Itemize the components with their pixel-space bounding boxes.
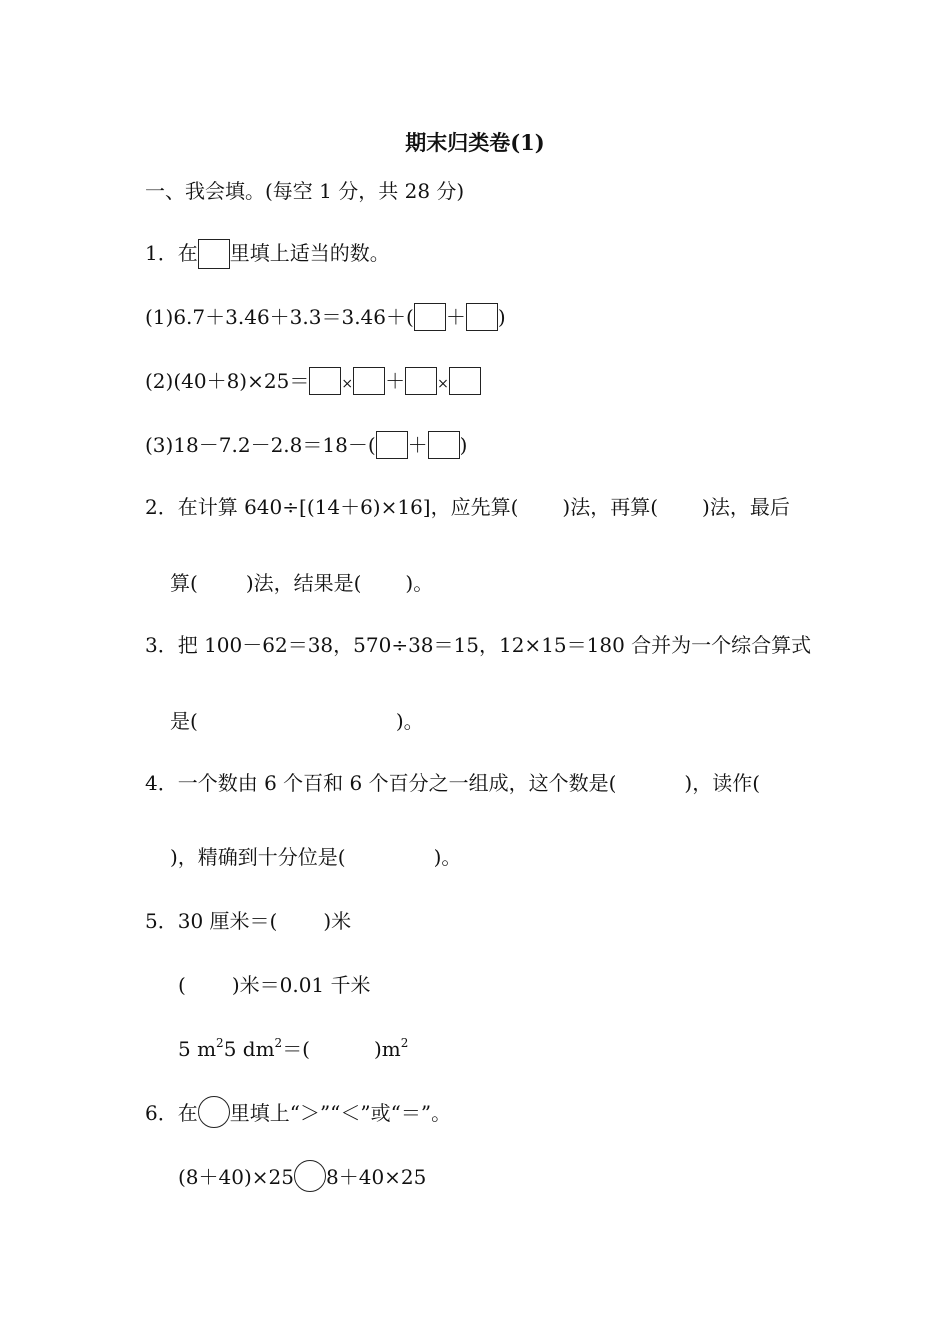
q1-p3-plus: ＋ bbox=[407, 433, 428, 457]
q1-pre: 1．在 bbox=[145, 241, 198, 265]
q4-text-a: 4．一个数由 6 个百和 6 个百分之一组成，这个数是( bbox=[145, 771, 617, 795]
q5-text-g: ＝( bbox=[282, 1037, 310, 1061]
question-6-stem bbox=[145, 1096, 451, 1128]
q2-text-d: 算( bbox=[170, 571, 198, 595]
q2-text-c: )法，最后 bbox=[702, 495, 790, 519]
question-2-line-2 bbox=[170, 568, 433, 598]
question-3-line-1: 3．把 100－62＝38，570÷38＝15，12×15＝180 合并为一个综合算式 bbox=[145, 633, 812, 657]
section-heading: 一、我会填。(每空 1 分，共 28 分) bbox=[145, 179, 465, 203]
question-2-line-1 bbox=[145, 492, 790, 522]
q4-text-b: )，读作( bbox=[684, 771, 761, 795]
question-1-part-3 bbox=[145, 430, 467, 460]
question-1-part-2 bbox=[145, 366, 481, 399]
q1-p3-close: ) bbox=[459, 433, 468, 457]
q1-p1-close: ) bbox=[497, 305, 506, 329]
question-5-line-1 bbox=[145, 906, 351, 936]
question-4-line-2 bbox=[170, 842, 461, 872]
answer-box[interactable] bbox=[428, 431, 460, 459]
q6-right-expression: 8＋40×25 bbox=[326, 1165, 427, 1189]
answer-box[interactable] bbox=[405, 367, 437, 395]
answer-box[interactable] bbox=[414, 303, 446, 331]
q1-p2-expression: (2)(40＋8)×25＝ bbox=[145, 369, 310, 393]
q5-text-a: 5．30 厘米＝( bbox=[145, 909, 278, 933]
q3-text-b: )。 bbox=[395, 709, 424, 733]
answer-box[interactable] bbox=[353, 367, 385, 395]
q4-text-d: )。 bbox=[433, 845, 462, 869]
answer-box[interactable] bbox=[309, 367, 341, 395]
q3-text-a: 是( bbox=[170, 709, 198, 733]
q1-post: 里填上适当的数。 bbox=[229, 241, 390, 265]
answer-box-sample bbox=[198, 239, 230, 269]
answer-box[interactable] bbox=[449, 367, 481, 395]
q5-text-d: )米＝0.01 千米 bbox=[231, 973, 371, 997]
q2-text-f: )。 bbox=[405, 571, 434, 595]
q1-p2-plus: ＋ bbox=[385, 369, 406, 393]
q5-sup-1: 2 bbox=[216, 1036, 224, 1050]
question-3-line-2 bbox=[170, 706, 424, 736]
q5-text-c: ( bbox=[178, 973, 186, 997]
answer-circle-sample bbox=[198, 1096, 230, 1128]
q1-p2-times-2: × bbox=[437, 376, 449, 392]
question-1-stem bbox=[145, 238, 390, 269]
q6-left-expression: (8＋40)×25 bbox=[178, 1165, 294, 1189]
q1-p2-times: × bbox=[341, 376, 354, 392]
question-6-expression-1 bbox=[178, 1160, 426, 1192]
page-title: 期末归类卷(1) bbox=[405, 130, 545, 155]
q5-text-e: 5 m bbox=[178, 1037, 217, 1061]
answer-circle[interactable] bbox=[294, 1160, 326, 1192]
question-4-line-1 bbox=[145, 768, 760, 798]
q2-text-b: )法，再算( bbox=[562, 495, 659, 519]
question-5-line-2 bbox=[178, 970, 371, 1000]
q2-text-e: )法，结果是( bbox=[245, 571, 362, 595]
q1-p3-expression: (3)18－7.2－2.8＝18－( bbox=[145, 433, 376, 457]
q5-text-h: )m bbox=[374, 1037, 401, 1061]
q5-text-b: )米 bbox=[323, 909, 352, 933]
q4-text-c: )，精确到十分位是( bbox=[170, 845, 346, 869]
q2-text-a: 2．在计算 640÷[(14＋6)×16]，应先算( bbox=[145, 495, 519, 519]
q5-sup-2: 2 bbox=[274, 1036, 283, 1050]
question-5-line-3 bbox=[178, 1034, 408, 1064]
q6-post: 里填上“＞”“＜”或“＝”。 bbox=[229, 1101, 452, 1125]
q1-p1-expression: (1)6.7＋3.46＋3.3＝3.46＋( bbox=[145, 305, 414, 329]
q5-text-f: 5 dm bbox=[223, 1037, 275, 1061]
q1-p1-plus: ＋ bbox=[445, 305, 466, 329]
answer-box[interactable] bbox=[376, 431, 408, 459]
q6-pre: 6．在 bbox=[145, 1101, 198, 1125]
q5-sup-3: 2 bbox=[400, 1036, 409, 1050]
answer-box[interactable] bbox=[466, 303, 498, 331]
question-1-part-1 bbox=[145, 302, 506, 332]
